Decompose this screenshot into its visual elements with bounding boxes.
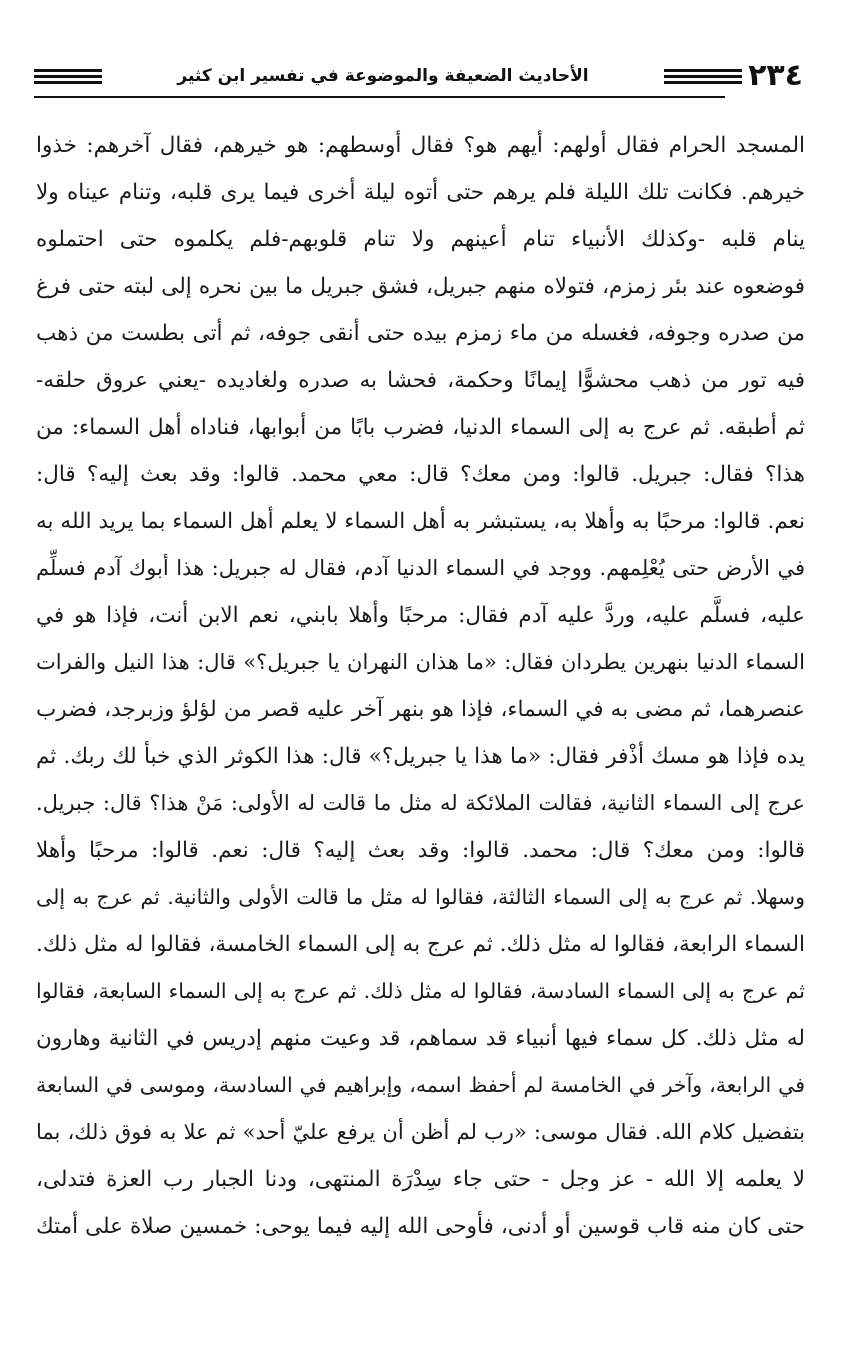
text-line: في الرابعة، وآخر في الخامسة لم أحفظ اسمه، وإبراهيم في السادسة، وموسى في السابعة <box>36 1073 805 1097</box>
text-line: ثم أطبقه. ثم عرج به إلى السماء الدنيا، فضرب بابًا من أبوابها، فناداه أهل السماء: من <box>36 415 805 440</box>
header-rule-left <box>34 69 102 84</box>
running-title: الأحاديث الضعيفة والموضوعة في تفسير ابن كثير <box>177 66 589 86</box>
text-line: ثم عرج به إلى السماء السادسة، فقالوا له مثل ذلك. ثم عرج به إلى السماء السابعة، فقالوا <box>36 979 805 1003</box>
text-line: نعم. قالوا: مرحبًا به وأهلا به، يستبشر به أهل السماء لا يعلم أهل السماء بما يريد الله به <box>36 509 805 534</box>
header-rule-right <box>664 69 742 84</box>
text-line: خيرهم. فكانت تلك الليلة فلم يرهم حتى أتوه ليلة أخرى فيما يرى قلبه، وتنام عيناه ولا <box>36 180 805 205</box>
text-line: فوضعوه عند بئر زمزم، فتولاه منهم جبريل، فشق جبريل ما بين نحره إلى لبته حتى فرغ <box>36 274 805 299</box>
text-line: وسهلا. ثم عرج به إلى السماء الثالثة، فقالوا له مثل ما قالت الأولى والثانية. ثم عرج به إلى <box>36 885 805 909</box>
text-line: عنصرهما، ثم مضى به في السماء، فإذا هو بنهر آخر عليه قصر من لؤلؤ وزبرجد، فضرب <box>36 697 805 722</box>
header-divider <box>34 96 725 98</box>
text-line: المسجد الحرام فقال أولهم: أيهم هو؟ فقال أوسطهم: هو خيرهم، فقال آخرهم: خذوا <box>36 133 805 158</box>
text-line: عليه، فسلَّم عليه، وردَّ عليه آدم فقال: مرحبًا وأهلا بابني، نعم الابن أنت، فإذا هو في <box>36 603 805 628</box>
text-line: لا يعلمه إلا الله - عز وجل - حتى جاء سِدْرَة المنتهى، ودنا الجبار رب العزة فتدلى، <box>36 1167 805 1192</box>
running-header <box>34 58 803 94</box>
text-line: قالوا: ومن معك؟ قال: محمد. قالوا: وقد بعث إليه؟ قال: نعم. قالوا: مرحبًا وأهلا <box>36 838 805 863</box>
text-line: حتى كان منه قاب قوسين أو أدنى، فأوحى الله إليه فيما يوحى: خمسين صلاة على أمتك <box>36 1214 805 1239</box>
text-line: من صدره وجوفه، فغسله من ماء زمزم بيده حتى أنقى جوفه، ثم أتى بطست من ذهب <box>36 321 805 346</box>
text-line: هذا؟ فقال: جبريل. قالوا: ومن معك؟ قال: معي محمد. قالوا: وقد بعث إليه؟ قال: <box>36 462 805 487</box>
page-number: ٢٣٤ <box>748 58 803 93</box>
text-line: فيه تور من ذهب محشوًّا إيمانًا وحكمة، فحشا به صدره ولغاديده -يعني عروق حلقه- <box>36 368 805 393</box>
text-line: عرج إلى السماء الثانية، فقالت الملائكة له مثل ما قالت له الأولى: مَنْ هذا؟ قال: جبريل. <box>36 791 805 815</box>
body-text <box>36 122 805 1250</box>
text-line: يده فإذا هو مسك أذْفر فقال: «ما هذا يا جبريل؟» قال: هذا الكوثر الذي خبأ لك ربك. ثم <box>36 744 805 769</box>
text-line: ينام قلبه -وكذلك الأنبياء تنام أعينهم ولا تنام قلوبهم-فلم يكلموه حتى احتملوه <box>36 227 805 252</box>
text-line: له مثل ذلك. كل سماء فيها أنبياء قد سماهم، قد وعيت منهم إدريس في الثانية وهارون <box>36 1026 805 1051</box>
text-line: السماء الدنيا بنهرين يطردان فقال: «ما هذان النهران يا جبريل؟» قال: هذا النيل والفرات <box>36 650 805 674</box>
text-line: بتفضيل كلام الله. فقال موسى: «رب لم أظن أن يرفع عليّ أحد» ثم علا به فوق ذلك، بما <box>36 1120 805 1144</box>
text-line: في الأرض حتى يُعْلِمهم. ووجد في السماء الدنيا آدم، فقال له جبريل: هذا أبوك آدم فسلِّم <box>36 556 805 580</box>
text-line: السماء الرابعة، فقالوا له مثل ذلك. ثم عرج به إلى السماء الخامسة، فقالوا له مثل ذلك. <box>36 932 805 957</box>
